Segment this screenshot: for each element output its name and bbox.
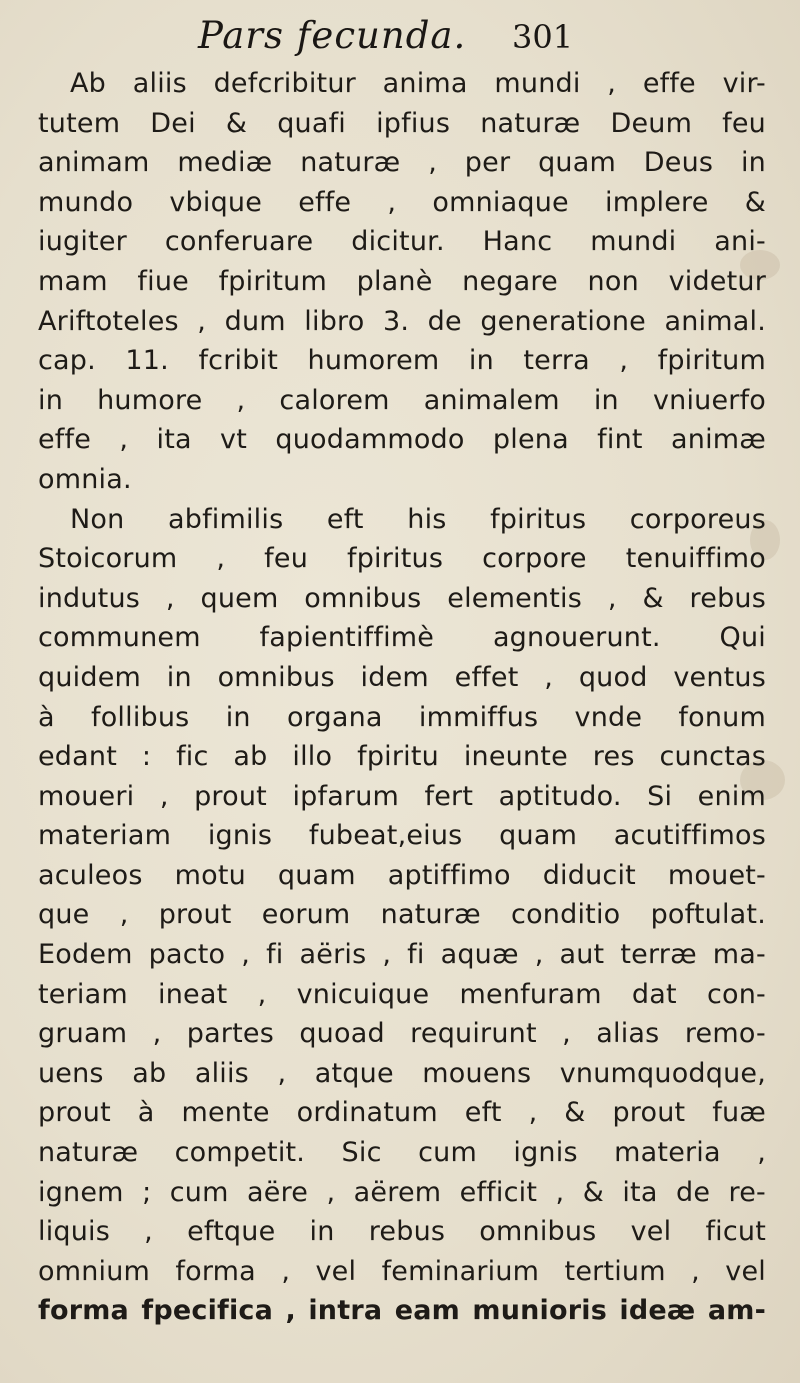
text-line: animam mediæ naturæ , per quam Deus in	[38, 147, 766, 179]
text-line: forma fpecifica , intra eam munioris ideæ am-	[38, 1295, 766, 1327]
text-line: communem fapientiffimè agnouerunt. Qui	[38, 622, 766, 654]
text-line: Ariftoteles , dum libro 3. de generatione animal.	[38, 305, 766, 337]
text-line: Stoicorum , feu fpiritus corpore tenuiffimo	[38, 543, 766, 575]
text-line: prout à mente ordinatum eft , & prout fuæ	[38, 1097, 766, 1129]
text-line: in humore , calorem animalem in vniuerfo	[38, 384, 766, 416]
text-line: indutus , quem omnibus elementis , & rebus	[38, 582, 766, 614]
text-line: teriam ineat , vnicuique menfuram dat con-	[38, 978, 766, 1010]
text-line: uens ab aliis , atque mouens vnumquodque,	[38, 1057, 766, 1089]
text-line: edant : fic ab illo fpiritu ineunte res cunctas	[38, 741, 766, 773]
text-line: tutem Dei & quafi ipfius naturæ Deum feu	[38, 107, 766, 139]
page-number: 301	[512, 18, 574, 56]
text-line: materiam ignis fubeat,eius quam acutiffimos	[38, 820, 766, 852]
text-line: omnia.	[38, 463, 132, 495]
text-line: Eodem pacto , fi aëris , fi aquæ , aut terræ ma-	[38, 939, 766, 971]
running-head: Pars fecunda.	[198, 14, 467, 57]
text-line: que , prout eorum naturæ conditio poftulat.	[38, 899, 766, 931]
text-line: gruam , partes quoad requirunt , alias remo-	[38, 1018, 766, 1050]
text-line: Ab aliis defcribitur anima mundi , effe vir-	[70, 68, 766, 99]
text-line: ignem ; cum aëre , aërem efficit , & ita de re-	[38, 1176, 766, 1208]
text-line: omnium forma , vel feminarium tertium , vel	[38, 1255, 766, 1287]
text-line: effe , ita vt quodammodo plena fint animæ	[38, 424, 766, 456]
text-line: naturæ competit. Sic cum ignis materia ,	[38, 1137, 766, 1169]
text-line: quidem in omnibus idem effet , quod ventus	[38, 661, 766, 693]
text-line: aculeos motu quam aptiffimo diducit mouet-	[38, 859, 766, 891]
text-line: mam fiue fpiritum planè negare non videtur	[38, 265, 766, 297]
text-line: iugiter conferuare dicitur. Hanc mundi ani-	[38, 226, 766, 258]
text-line: mundo vbique effe , omniaque implere &	[38, 186, 766, 218]
page-header	[0, 14, 800, 64]
text-line: moueri , prout ipfarum fert aptitudo. Si enim	[38, 780, 766, 812]
text-line: à follibus in organa immiffus vnde fonum	[38, 701, 766, 733]
text-line: cap. 11. fcribit humorem in terra , fpiritum	[38, 345, 766, 377]
body-text	[38, 64, 766, 1331]
text-line: liquis , eftque in rebus omnibus vel ficut	[38, 1216, 766, 1248]
text-line: Non abfimilis eft his fpiritus corporeus	[70, 503, 766, 535]
